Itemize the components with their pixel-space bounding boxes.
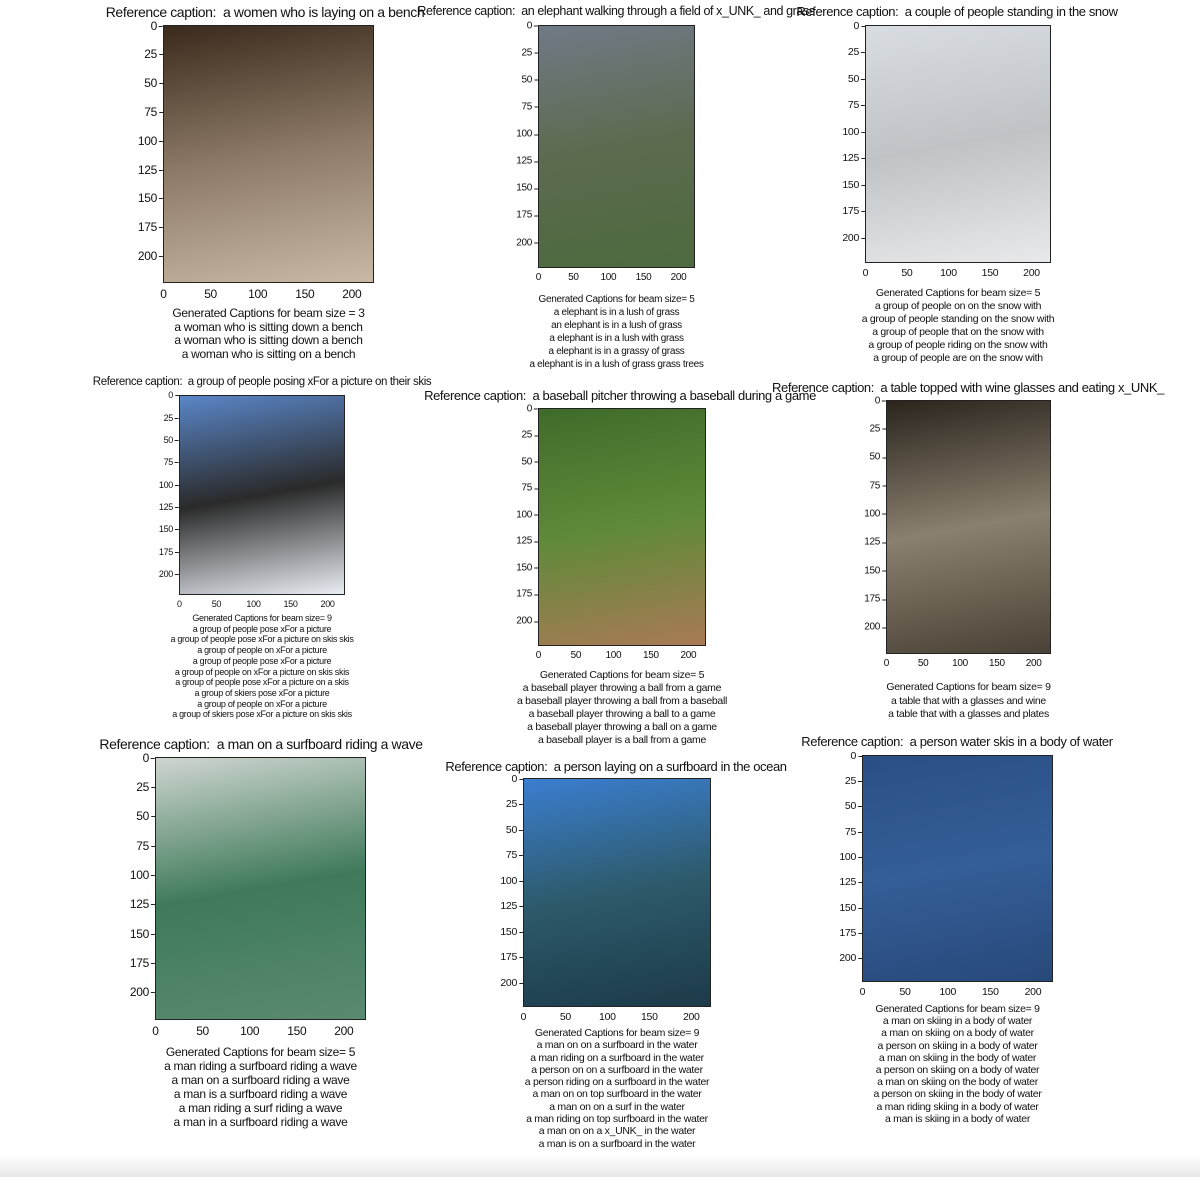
y-tick-label: 50 (164, 435, 179, 445)
reference-caption-text: a person water skis in a body of water (909, 734, 1113, 749)
y-tick-label: 100 (516, 129, 538, 140)
generated-caption: a group of people are on the snow with (873, 352, 1043, 364)
generated-caption: a elephant is in a lush of grass grass trees (529, 359, 704, 370)
scroll-footer (0, 1155, 1200, 1177)
y-tick-label: 150 (500, 926, 523, 938)
y-tick-label: 75 (164, 457, 179, 467)
y-tick-label: 0 (511, 773, 523, 785)
y-tick-label: 175 (130, 956, 155, 970)
y-tick-label: 200 (130, 985, 155, 999)
image-axes (538, 25, 695, 268)
x-tick-label: 200 (334, 1024, 354, 1038)
y-tick-label: 175 (839, 927, 862, 939)
generated-caption: a man riding a surfboard riding a wave (164, 1059, 357, 1073)
generated-caption: a woman who is sitting down a bench (174, 319, 363, 334)
generated-caption: a group of people on xFor a picture (197, 645, 327, 656)
x-tick-label: 100 (952, 658, 968, 669)
generated-captions (862, 287, 1055, 365)
reference-caption-text: a table topped with wine glasses and eating x_UNK_ (880, 380, 1164, 395)
x-tick-label: 150 (295, 287, 315, 301)
generated-caption: a baseball player throwing a ball to a game (528, 708, 716, 720)
generated-caption: a elephant is in a grassy of grass (548, 346, 685, 357)
y-tick-label: 75 (144, 105, 163, 119)
y-tick-label: 25 (521, 430, 538, 441)
image-axes (163, 25, 374, 283)
y-tick-label: 200 (516, 237, 538, 248)
reference-caption-label: Reference caption: (772, 380, 874, 395)
y-tick-label: 75 (848, 99, 865, 111)
x-tick-label: 200 (670, 272, 687, 283)
reference-caption-label: Reference caption: (99, 736, 210, 752)
y-tick-label: 25 (521, 47, 538, 58)
x-tick-label: 100 (939, 986, 956, 998)
generated-caption: a man riding on a surfboard in the water (530, 1051, 704, 1064)
reference-caption-label: Reference caption: (417, 4, 516, 18)
generated-caption: a man in a surfboard riding a wave (173, 1115, 348, 1129)
generated-captions (525, 1027, 709, 1150)
y-tick-label: 150 (864, 565, 886, 576)
generated-caption: a man on on a surfboard in the water (536, 1039, 698, 1052)
y-tick-label: 175 (516, 210, 538, 221)
y-tick-label: 150 (839, 902, 862, 914)
generated-captions (172, 307, 364, 361)
y-tick-label: 175 (842, 205, 865, 217)
generated-caption: a table that with a glasses and wine (891, 694, 1046, 707)
reference-caption-text: a baseball pitcher throwing a baseball during a game (532, 388, 816, 403)
y-tick-label: 75 (506, 849, 523, 861)
generated-captions (170, 613, 353, 720)
reference-caption-text: an elephant walking through a field of x_UNK_ and grass (521, 4, 815, 18)
y-tick-label: 200 (500, 977, 523, 989)
beam-size-header: Generated Captions for beam size = 3 (172, 306, 365, 320)
x-tick-label: 50 (559, 1011, 571, 1023)
y-tick-label: 100 (159, 480, 179, 490)
y-tick-label: 125 (159, 502, 179, 512)
y-tick-label: 200 (159, 569, 179, 579)
x-tick-label: 100 (940, 267, 957, 279)
x-tick-label: 100 (246, 599, 261, 609)
generated-caption: a person on skiing on a body of water (875, 1064, 1040, 1077)
generated-caption: a man on skiing on the body of water (877, 1076, 1038, 1089)
x-tick-label: 0 (859, 986, 866, 998)
x-tick-label: 150 (981, 267, 999, 279)
y-tick-label: 125 (516, 536, 538, 547)
image-axes (538, 408, 706, 646)
x-tick-label: 50 (917, 658, 929, 669)
y-tick-label: 175 (516, 589, 538, 600)
reference-caption-title (93, 376, 431, 388)
generated-captions (886, 681, 1050, 722)
generated-caption: a person on on a surfboard in the water (531, 1063, 703, 1076)
x-tick-label: 150 (287, 1024, 307, 1038)
y-tick-label: 25 (136, 780, 155, 794)
x-tick-label: 100 (599, 1011, 616, 1023)
y-tick-label: 150 (516, 562, 538, 573)
reference-caption-title (424, 388, 816, 403)
y-tick-label: 25 (848, 46, 865, 58)
y-tick-label: 100 (138, 134, 163, 148)
y-tick-label: 200 (842, 232, 865, 244)
x-tick-label: 0 (177, 599, 182, 609)
y-tick-label: 150 (516, 183, 538, 194)
x-tick-label: 200 (682, 1011, 700, 1023)
generated-caption: a group of people on on the snow with (874, 300, 1042, 312)
y-tick-label: 50 (136, 809, 155, 823)
y-tick-label: 100 (839, 851, 862, 863)
generated-caption: a baseball player throwing a ball from a game (522, 682, 722, 694)
x-tick-label: 150 (635, 272, 652, 283)
y-tick-label: 25 (869, 423, 886, 434)
generated-caption: a woman who is sitting on a bench (181, 346, 356, 361)
generated-caption: a man is skiing in a body of water (884, 1112, 1031, 1125)
image-axes (862, 755, 1053, 982)
generated-caption: a man is a surfboard riding a wave (173, 1087, 348, 1101)
y-tick-label: 0 (151, 19, 163, 33)
generated-caption: a group of people riding on the snow with (868, 339, 1048, 351)
y-tick-label: 50 (144, 76, 163, 90)
beam-size-header: Generated Captions for beam size= 5 (538, 294, 695, 305)
x-tick-label: 100 (600, 272, 617, 283)
x-tick-label: 0 (520, 1011, 527, 1023)
y-tick-label: 150 (842, 179, 865, 191)
y-tick-label: 125 (842, 152, 865, 164)
y-tick-label: 0 (168, 390, 179, 400)
y-tick-label: 0 (850, 750, 862, 762)
x-tick-label: 0 (152, 1024, 159, 1038)
reference-caption-text: a women who is laying on a bench (223, 4, 425, 20)
y-tick-label: 200 (839, 952, 862, 964)
y-tick-label: 25 (506, 798, 523, 810)
generated-caption: a man riding a surf riding a wave (178, 1101, 343, 1115)
x-tick-label: 0 (535, 650, 542, 661)
generated-captions (529, 293, 703, 371)
x-tick-label: 200 (680, 650, 697, 661)
beam-size-header: Generated Captions for beam size= 5 (165, 1045, 356, 1059)
y-tick-label: 50 (848, 73, 865, 85)
y-tick-label: 25 (164, 413, 179, 423)
y-tick-label: 150 (130, 927, 155, 941)
generated-caption: a person on skiing in a body of water (877, 1039, 1038, 1052)
beam-size-header: Generated Captions for beam size= 9 (534, 1027, 700, 1039)
y-tick-label: 125 (516, 156, 538, 167)
y-tick-label: 50 (869, 452, 886, 463)
beam-size-header: Generated Captions for beam size= 5 (875, 287, 1041, 299)
generated-caption: a man on a surfboard riding a wave (171, 1073, 350, 1087)
generated-caption: a man on skiing in a body of water (882, 1015, 1033, 1028)
generated-caption: a man is on a surfboard in the water (538, 1137, 696, 1150)
reference-caption-text: a couple of people standing in the snow (904, 4, 1118, 19)
y-tick-label: 0 (527, 403, 538, 414)
x-tick-label: 100 (248, 287, 268, 301)
generated-caption: a group of skiers pose xFor a picture (194, 687, 330, 698)
generated-caption: a elephant is in a lush of grass (553, 307, 680, 318)
x-tick-label: 0 (862, 267, 869, 279)
y-tick-label: 25 (845, 775, 862, 787)
generated-caption: a person on skiing in the body of water (873, 1088, 1042, 1101)
reference-caption-label: Reference caption: (92, 376, 183, 388)
reference-caption-label: Reference caption: (801, 734, 904, 749)
y-tick-label: 125 (138, 163, 163, 177)
image-axes (523, 778, 711, 1007)
x-tick-label: 50 (211, 599, 222, 609)
reference-caption-label: Reference caption: (424, 388, 527, 403)
beam-size-header: Generated Captions for beam size= 9 (886, 681, 1051, 693)
generated-caption: a group of skiers pose xFor a picture on skis skis (172, 709, 352, 720)
y-tick-label: 175 (138, 220, 163, 234)
reference-caption-title (772, 380, 1164, 395)
generated-caption: a group of people standing on the snow with (861, 313, 1055, 325)
reference-caption-title (445, 759, 786, 774)
y-tick-label: 50 (506, 824, 523, 836)
x-tick-label: 150 (988, 658, 1005, 669)
generated-caption: a man on on top surfboard in the water (532, 1088, 702, 1101)
y-tick-label: 0 (143, 751, 155, 765)
x-tick-label: 150 (642, 650, 659, 661)
x-tick-label: 50 (568, 272, 579, 283)
generated-caption: a group of people on xFor a picture (197, 698, 327, 709)
generated-caption: a man on skiing on a body of water (881, 1027, 1034, 1040)
image-axes (886, 400, 1051, 654)
generated-caption: a group of people that on the snow with (872, 326, 1044, 338)
y-tick-label: 75 (521, 483, 538, 494)
beam-size-header: Generated Captions for beam size= 9 (192, 613, 332, 623)
y-tick-label: 125 (839, 876, 862, 888)
y-tick-label: 175 (500, 951, 523, 963)
y-tick-label: 150 (159, 524, 179, 534)
generated-caption: a person riding on a surfboard in the water (524, 1076, 710, 1089)
reference-caption-text: a group of people posing xFor a picture on their skis (187, 376, 432, 388)
y-tick-label: 50 (845, 800, 862, 812)
y-tick-label: 100 (864, 508, 886, 519)
y-tick-label: 125 (864, 537, 886, 548)
y-tick-label: 125 (500, 900, 523, 912)
x-tick-label: 100 (605, 650, 622, 661)
x-tick-label: 200 (1025, 658, 1042, 669)
y-tick-label: 75 (136, 839, 155, 853)
x-tick-label: 200 (320, 599, 335, 609)
generated-caption: a man riding skiing in a body of water (876, 1100, 1039, 1113)
x-tick-label: 50 (899, 986, 911, 998)
generated-caption: a elephant is in a lush with grass (549, 333, 684, 344)
x-tick-label: 50 (196, 1024, 209, 1038)
x-tick-label: 50 (901, 267, 913, 279)
y-tick-label: 100 (842, 126, 865, 138)
generated-caption: an elephant is in a lush of grass (551, 320, 682, 331)
reference-caption-title (796, 4, 1117, 19)
generated-caption: a table that with a glasses and plates (888, 708, 1049, 720)
generated-caption: a man on skiing in the body of water (878, 1051, 1037, 1064)
y-tick-label: 75 (869, 480, 886, 491)
x-tick-label: 50 (204, 287, 217, 301)
beam-size-header: Generated Captions for beam size= 5 (539, 669, 705, 681)
image-axes (179, 395, 345, 595)
y-tick-label: 100 (516, 509, 538, 520)
y-tick-label: 0 (875, 395, 886, 406)
reference-caption-title (417, 4, 814, 18)
y-tick-label: 100 (500, 875, 523, 887)
y-tick-label: 100 (130, 868, 155, 882)
x-tick-label: 200 (1024, 986, 1042, 998)
generated-caption: a group of people pose xFor a picture on a skis (175, 677, 349, 688)
generated-caption: a group of people pose xFor a picture on skis skis (170, 634, 354, 645)
x-tick-label: 100 (240, 1024, 260, 1038)
reference-caption-text: a man on a surfboard riding a wave (216, 736, 423, 752)
generated-caption: a woman who is sitting down a bench (174, 333, 363, 347)
x-tick-label: 150 (641, 1011, 658, 1023)
generated-caption: a group of people pose xFor a picture (192, 623, 332, 634)
x-tick-label: 150 (982, 986, 999, 998)
y-tick-label: 125 (130, 897, 155, 911)
x-tick-label: 0 (535, 272, 541, 283)
x-tick-label: 50 (570, 650, 582, 661)
generated-captions (517, 669, 727, 747)
image-axes (865, 25, 1051, 263)
y-tick-label: 0 (853, 20, 865, 32)
x-tick-label: 200 (342, 287, 362, 301)
y-tick-label: 50 (521, 456, 538, 467)
generated-captions (873, 1003, 1041, 1125)
beam-size-header: Generated Captions for beam size= 9 (875, 1003, 1040, 1015)
image-axes (155, 757, 366, 1020)
generated-caption: a man on on a surf in the water (549, 1100, 685, 1113)
y-tick-label: 50 (521, 74, 538, 85)
reference-caption-label: Reference caption: (445, 759, 548, 774)
generated-caption: a group of people pose xFor a picture (192, 655, 332, 666)
generated-caption: a group of people on xFor a picture on skis skis (174, 666, 350, 677)
generated-caption: a baseball player throwing a ball from a baseball (516, 695, 728, 707)
generated-caption: a baseball player is a ball from a game (537, 734, 707, 746)
y-tick-label: 175 (159, 547, 179, 557)
x-tick-label: 0 (160, 287, 167, 301)
reference-caption-label: Reference caption: (105, 4, 217, 20)
x-tick-label: 150 (283, 599, 298, 609)
y-tick-label: 200 (864, 622, 886, 633)
y-tick-label: 150 (138, 191, 163, 205)
generated-caption: a man on on a x_UNK_ in the water (538, 1125, 696, 1138)
x-tick-label: 200 (1023, 267, 1040, 279)
y-tick-label: 0 (527, 20, 538, 31)
y-tick-label: 75 (845, 826, 862, 838)
reference-caption-text: a person laying on a surfboard in the ocean (553, 759, 787, 774)
generated-caption: a man riding on top surfboard in the water (526, 1113, 708, 1126)
y-tick-label: 200 (516, 616, 538, 627)
y-tick-label: 75 (521, 101, 538, 112)
y-tick-label: 200 (138, 249, 163, 263)
y-tick-label: 25 (144, 47, 163, 61)
reference-caption-label: Reference caption: (796, 4, 899, 19)
reference-caption-title (801, 734, 1112, 749)
generated-captions (164, 1045, 357, 1129)
generated-caption: a baseball player throwing a ball on a game (527, 721, 717, 733)
y-tick-label: 175 (864, 594, 886, 605)
x-tick-label: 0 (883, 658, 889, 669)
